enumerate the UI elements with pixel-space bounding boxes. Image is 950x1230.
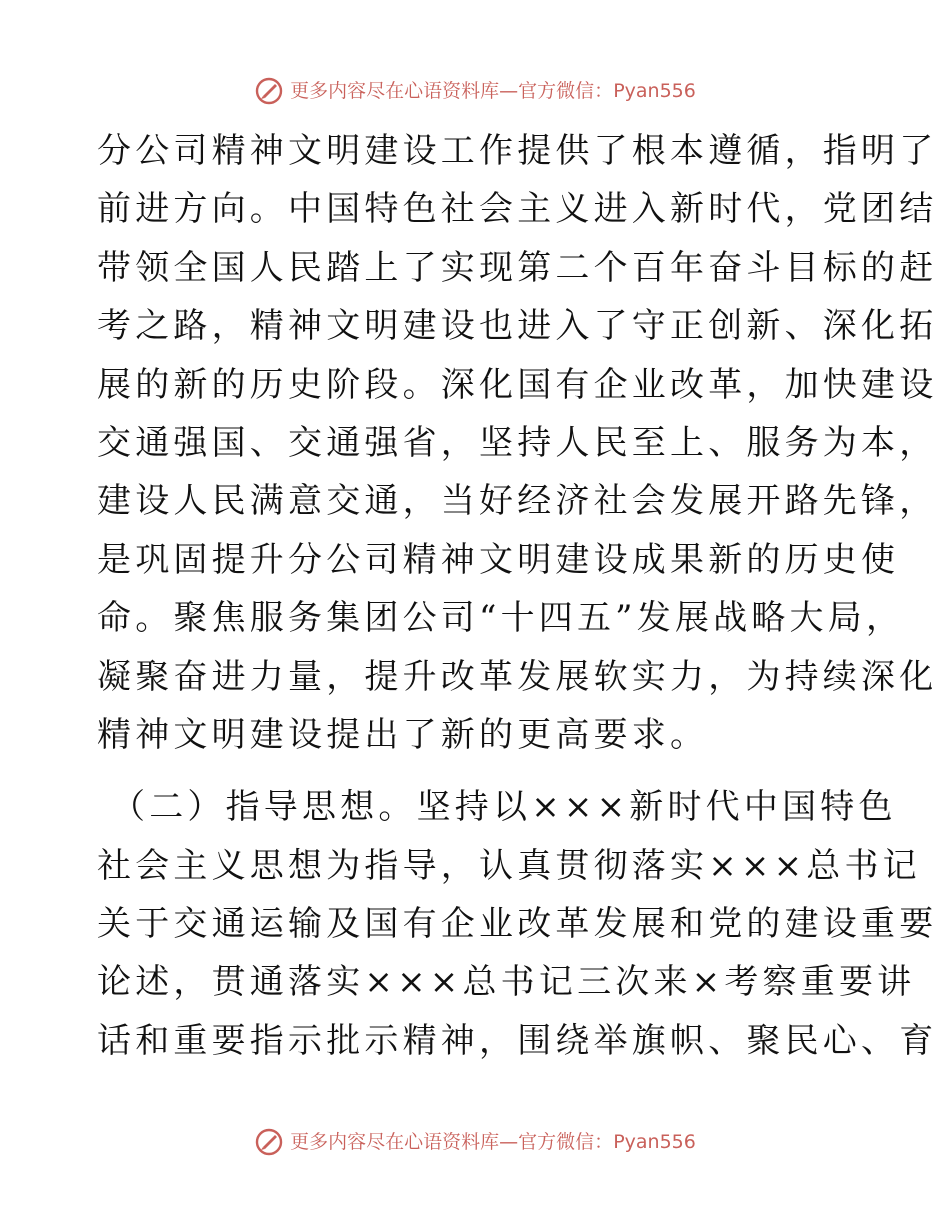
quill-seal-icon <box>254 76 284 106</box>
text-line: 是巩固提升分公司精神文明建设成果新的历史使 <box>97 539 900 580</box>
text-line: 分公司精神文明建设工作提供了根本遵循，指明了 <box>97 131 938 171</box>
watermark-wechat-label: 官方微信： <box>518 80 614 102</box>
text-line: （二）指导思想。坚持以×××新时代中国特色 <box>111 787 897 828</box>
footer-watermark <box>0 1127 950 1157</box>
quill-seal-icon <box>254 1127 284 1157</box>
text-line: 精神文明建设提出了新的更高要求。 <box>97 714 709 755</box>
text-line: 交通强国、交通强省，坚持人民至上、服务为本， <box>97 422 938 463</box>
text-line: 论述，贯通落实×××总书记三次来×考察重要讲 <box>97 962 916 1003</box>
text-line: 凝聚奋进力量，提升改革发展软实力，为持续深化 <box>97 656 938 697</box>
document-body <box>97 122 938 1070</box>
paragraph-1 <box>97 122 938 764</box>
header-watermark <box>0 76 950 106</box>
watermark-text: 更多内容尽在心语资料库 <box>290 80 500 102</box>
text-line: 考之路，精神文明建设也进入了守正创新、深化拓 <box>97 306 938 347</box>
watermark-wechat-id: Pyan556 <box>613 1131 696 1153</box>
paragraph-2 <box>97 778 938 1070</box>
text-line: 社会主义思想为指导，认真贯彻落实×××总书记 <box>97 845 921 886</box>
text-line: 前进方向。中国特色社会主义进入新时代，党团结 <box>97 189 938 230</box>
text-line: 带领全国人民踏上了实现第二个百年奋斗目标的赶 <box>97 247 938 288</box>
watermark-dash: — <box>499 1131 519 1153</box>
watermark-wechat-label: 官方微信： <box>518 1131 614 1153</box>
watermark-dash: — <box>499 80 519 102</box>
watermark-wechat-id: Pyan556 <box>613 80 696 102</box>
text-line: 展的新的历史阶段。深化国有企业改革，加快建设 <box>97 364 938 405</box>
watermark-text: 更多内容尽在心语资料库 <box>290 1131 500 1153</box>
text-line: 关于交通运输及国有企业改革发展和党的建设重要 <box>97 904 938 945</box>
text-line: 话和重要指示批示精神，围绕举旗帜、聚民心、育 <box>97 1020 938 1061</box>
text-line: 建设人民满意交通，当好经济社会发展开路先锋， <box>97 481 938 522</box>
text-line: 命。聚焦服务集团公司“十四五”发展战略大局， <box>97 598 905 639</box>
